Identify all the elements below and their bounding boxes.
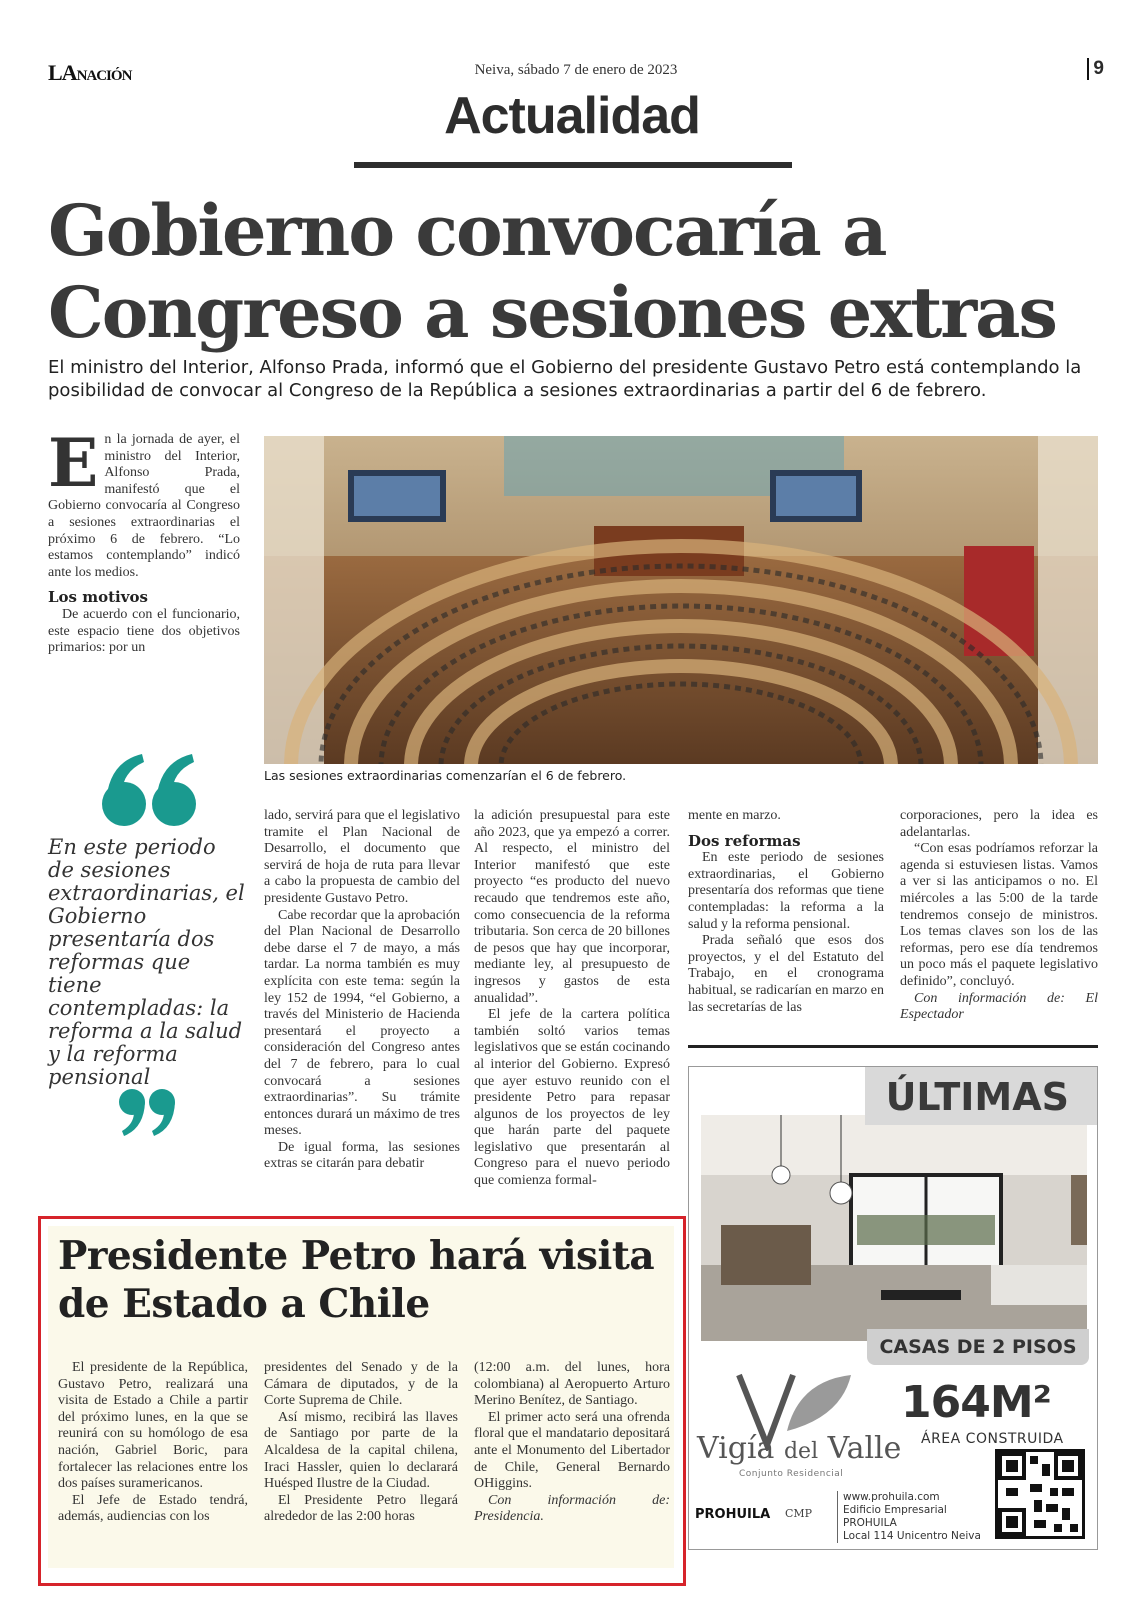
paragraph: Así mismo, recibirá las llaves de Santiago por parte de la Alcaldesa de la capital chilena, Iraci Hassler, quien lo declarará Huésped Ilustre de la Ciudad. [264,1409,458,1492]
second-headline-line2: de Estado a Chile [58,1281,430,1327]
qr-pattern [998,1452,1082,1536]
paragraph: De igual forma, las sesiones extras se citarán para debatir [264,1139,460,1172]
subhead-dos-reformas: Dos reformas [688,831,801,850]
main-headline-line1: Gobierno convocaría a [48,189,886,272]
living-room-image [701,1115,1087,1341]
main-dek: El ministro del Interior, Alfonso Prada, informó que el Gobierno del presidente Gustavo Petro está contemplando la posibilidad de convocar al Congreso de la República a sesiones extraordinarias a partir del 6 de febrero. [48,357,1082,401]
masthead [48,58,1104,84]
dateline: Neiva, sábado 7 de enero de 2023 [474,62,678,78]
lead-paragraph: En la jornada de ayer, el ministro del Interior, Alfonso Prada, manifestó que el Gobierno convocaría al Congreso a sesiones extraordinarias el próximo 6 de febrero. “Lo estamos contemplando” indicó ante los medios. [48,424,240,580]
prohuila-logo: PROHUILA [695,1507,771,1522]
paragraph: De acuerdo con el funcionario, este espacio tiene dos objetivos primarios: por un [48,606,240,656]
paragraph: El primer acto será una ofrenda floral que el mandatario depositará ante el Monumento del Libertador de Chile, General Bernardo OHiggins. [474,1409,670,1492]
paragraph: lado, servirá para que el legislativo tramite el Plan Nacional de Desarrollo, el documento que servirá de hoja de ruta para llevar a cabo la propuesta de cambio del presidente Gustavo Petro. [264,808,460,906]
ad-website[interactable]: www.prohuila.com [843,1491,940,1503]
second-story-column-3 [474,1360,670,1526]
paragraph: Cabe recordar que la aprobación del Plan Nacional de Desarrollo debe darse el 7 de mayo, a más tardar. La norma también es muy explícita con este tema: según la ley 152 de 1994, “el Gobierno, a través del Ministerio de Hacienda presentará el proyecto a consideración del Congreso antes del 7 de febrero, para lo cual convocará a sesiones extraordinarias”. Su trámite entonces durará un máximo de tres meses. [264,907,460,1139]
ad-banner: ÚLTIMAS [865,1067,1097,1125]
subhead-motivos: Los motivos [48,588,148,607]
section-divider [354,162,792,168]
newspaper-logo[interactable]: LANACIÓN [48,60,132,85]
area-value: 164M² [901,1377,1051,1428]
paragraph: El presidente de la República, Gustavo Petro, realizará una visita de Estado a Chile a partir del próximo lunes, en la que se reunirá con su homólogo de esa nación, Gabriel Boric, para fortalecer las relaciones entre los dos países suramericanos. [58,1360,248,1492]
second-headline [58,1232,668,1328]
paragraph: En este periodo de sesiones extraordinarias, el Gobierno presentaría dos reformas que tiene contempladas: la reforma a la salud y la reforma pensional. [688,850,884,932]
source-credit: Con información de: El Espectador [900,990,1098,1023]
ad-address-line1: Edificio Empresarial PROHUILA [843,1504,947,1529]
second-story-column-1 [58,1360,248,1526]
ad-address-line2: Local 114 Unicentro Neiva [843,1530,981,1542]
paragraph: la adición presupuestal para este año 2023, que ya empezó a correr. Al respecto, el ministro del Interior manifestó que este proyecto “es producto del nuevo recaudo que tendremos este año, como consecuencia de la reforma tributaria. Son cerca de 20 billones de pesos que hay que incorporar, mediante ley, al presupuesto de ingresos y gastos de esta anualidad”. [474,808,670,1006]
paragraph: Prada señaló que esos dos proyectos, y el del Estatuto del Trabajo, en el cronograma habitual, se radicarían en marzo en las secretarías de las [688,933,884,1015]
paragraph: presidentes del Senado y de la Cámara de diputados, y de la Corte Suprema de Chile. [264,1360,458,1409]
second-story-column-2 [264,1360,458,1526]
paragraph: (12:00 a.m. del lunes, hora colombiana) al Aeropuerto Arturo Merino Benítez, de Santiago. [474,1360,670,1409]
paragraph: El Presidente Petro llegará alrededor de las 2:00 horas [264,1492,458,1525]
article-column-3 [474,808,670,1190]
pull-quote: En este periodo de sesiones extraordinarias, el Gobierno presentaría dos reformas que tiene contempladas: la reforma a la salud y la reforma pensional [48,835,245,1089]
qr-code-icon[interactable] [995,1449,1085,1539]
paragraph: “Con esas podríamos reforzar la agenda si estuviesen listas. Vamos a ver si las anticipamos o no. El miércoles a las 5:00 de la tarde tendremos consejo de ministros. Los temas claves son los de las reformas, pero ese día tendremos un poco más el paquete legislativo definido”, concluyó. [900,841,1098,989]
ad-contact-info [837,1491,997,1543]
photo-caption: Las sesiones extraordinarias comenzarían el 6 de febrero. [264,768,627,783]
paragraph: El Jefe de Estado tendrá, además, audiencias con los [58,1492,248,1525]
main-headline-line2: Congreso a sesiones extras [48,271,1056,354]
brand-tagline: Conjunto Residencial [739,1469,844,1479]
area-label: ÁREA CONSTRUIDA [921,1431,1064,1447]
column-divider [688,1045,1098,1048]
cmp-logo: CMP [785,1507,813,1520]
source-credit: Con información de: Presidencia. [474,1492,670,1525]
interior-render-image [701,1115,1087,1341]
brand-logo: Vigía del Valle [697,1431,902,1466]
article-column-5 [900,808,1098,1024]
second-headline-line1: Presidente Petro hará visita [58,1233,655,1279]
open-quote-icon [100,748,200,828]
paragraph: mente en marzo. [688,808,781,823]
close-quote-icon [118,1088,178,1138]
article-column-4 [688,808,884,1016]
ad-houses-label: CASAS DE 2 PISOS [867,1329,1089,1365]
article-column-1 [48,424,240,657]
main-headline [48,190,1108,354]
drop-cap: E [48,424,99,502]
paragraph: corporaciones, pero la idea es adelantarlas. [900,808,1098,840]
congress-photo [264,436,1098,764]
page-number: 9 [1087,58,1104,80]
real-estate-ad[interactable] [688,1066,1098,1550]
section-title: Actualidad [444,87,700,145]
congress-chamber-image [264,436,1098,764]
paragraph: El jefe de la cartera política también soltó varios temas legislativos que se están cocinando al interior del Gobierno. Expresó que ayer estuvo reunido con el presidente Petro para repasar algunos de los proyectos de ley que harán parte del paquete legislativo que presentarán al Congreso para el nuevo periodo que comienza formal- [474,1007,670,1189]
article-column-2 [264,808,460,1173]
